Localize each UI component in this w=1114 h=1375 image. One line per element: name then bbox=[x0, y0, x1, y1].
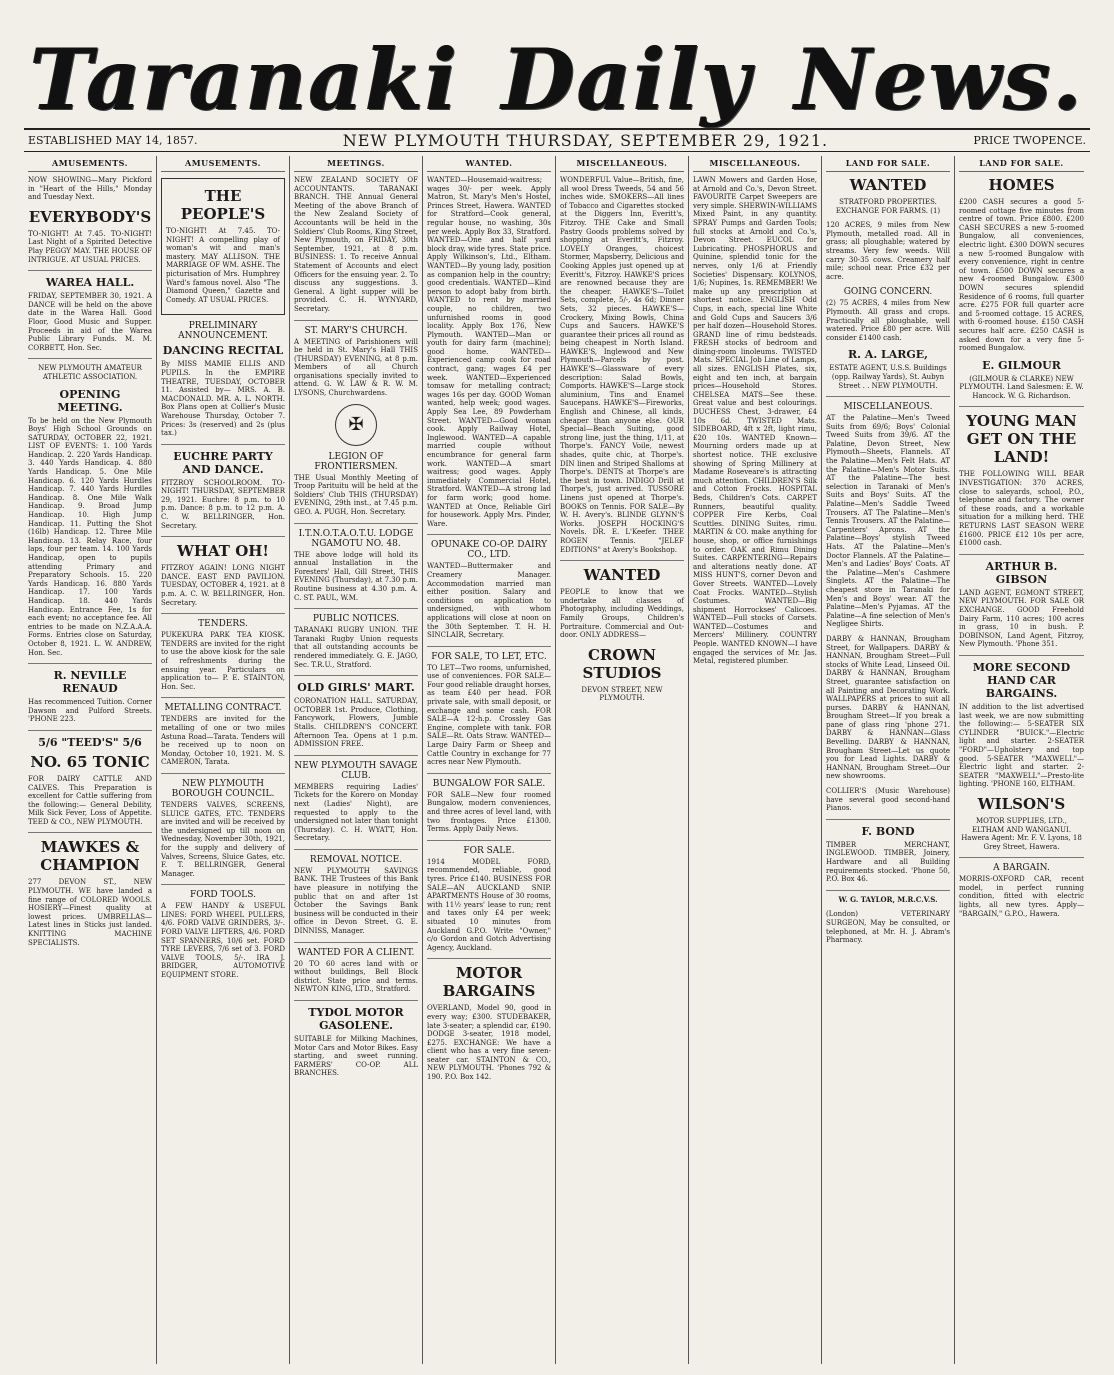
ad-text: ESTATE AGENT, U.S.S. Buildings (opp. Railway Yards), St. Aubyn Street . . NEW PLYMOUTH. bbox=[829, 364, 947, 390]
divider bbox=[959, 554, 1084, 555]
ad-title: WANTED bbox=[583, 566, 661, 585]
ad-text: 120 ACRES, 9 miles from New Plymouth, metalled road. All in grass; all ploughable; watered by streams. Very few weeds. Will carry 30-35 cows. Creamery half mile; school near. Price £32 per acre. bbox=[826, 221, 950, 281]
divider bbox=[28, 832, 152, 833]
ad-text: LAND AGENT, EGMONT STREET, NEW PLYMOUTH. FOR SALE OR EXCHANGE. GOOD Freehold Dairy Farm, 110 acres; 100 acres in grass, 10 in bush. P. DOBINSON, Land Agent, Fitzroy, New Plymouth. 'Phone 351. bbox=[959, 588, 1084, 649]
divider bbox=[161, 697, 285, 698]
ad-title: HOMES bbox=[988, 176, 1055, 194]
ad-title: EVERYBODY'S bbox=[28, 207, 152, 226]
ad-heading: ST. MARY'S CHURCH. bbox=[304, 325, 408, 336]
column-5 bbox=[556, 156, 689, 1364]
divider bbox=[28, 730, 152, 731]
divider bbox=[161, 773, 285, 774]
ad-heading: OPUNAKE CO-OP. DAIRY CO., LTD. bbox=[430, 540, 548, 561]
column-heading: AMUSEMENTS. bbox=[161, 158, 285, 172]
ad-text: LAWN Mowers and Garden Hose, at Arnold and Co.'s, Devon Street. FAVOURITE Carpet Sweepers are very simple. SHERWIN-WILLIAMS Mixed Paint, in any quantity. SPRAY Pumps and Garden Tools; full stocks at Arnold and Co.'s, Devon Street. EUCOL for Lubricating. PHOSPHORUS and Quinine, splendid tonic for the nerves, only 1/6 at Friendly Societies' Dispensary. KOLYNOS, 1/6; Nupines, 1s. REMEMBER! We make up any prescription at shortest notice. ENGLISH Odd Cups, in each, special line White and Gold Cups and Saucers 3/6 per half dozen—Household Stores. GRAND line of rimu bedsteads. FRESH stocks of bedroom and dining-room linoleums. TWISTED Mats. SPECIAL Job Line of Lamps, all sizes. ENGLISH Plates, six, eight and ten inch, at bargain prices—Household Stores. CHELSEA MATS—See these. Great value and best colourings. DUCHESS Chest, 3-drawer, £4 10s 6d. TWISTED Mats. SIDEBOARD, 4ft x 2ft, light rimu, £20 10s. WANTED Known—Mourning orders made up at shortest notice. THE exclusive showing of Spring Millinery at Madame Roseveare's is attracting much attention. CHILDREN'S Silk and Cotton Frocks. HOSPITAL Beds, Children's Cots. CARPET Runners, beautiful quality. COPPER Fire Kerbs, Coal Scuttles. DINING Suites, rimu. MARTIN & CO. make anything for house, shop, or office furnishings to order. OAK and Rimu Dining Suites. CARPENTERING—Repairs and alterations neatly done. AT MISS HUNT'S, corner Devon and Gover Streets. WANTED—Lovely Coat Frocks. WANTED—Stylish Costumes. WANTED—Big shipment Horrockses' Calicoes. WANTED—Full stocks of Corsets. WANTED—Costumes and Mercers' Millinery. COUNTRY People. WANTED KNOWN—I have engaged the services of Mr. Jas. Metal, registered plumber. bbox=[693, 176, 817, 666]
divider bbox=[427, 646, 551, 647]
column-heading: MEETINGS. bbox=[294, 158, 418, 172]
ad-title: ARTHUR B. GIBSON bbox=[985, 559, 1058, 586]
ad-title: OPENING MEETING. bbox=[57, 387, 123, 414]
ad-text: CORONATION HALL. SATURDAY, OCTOBER 1st. Produce, Clothing, Fancywork, Flowers, Jumble Stalls. CHILDREN'S CONCERT. Afternoon Tea. Opens at 1 p.m. ADMISSION FREE. bbox=[294, 697, 418, 749]
divider bbox=[560, 560, 684, 561]
ad-heading: GOING CONCERN. bbox=[843, 287, 933, 298]
ad-text: 277 DEVON ST., NEW PLYMOUTH. WE have landed a fine range of COLORED WOOLS. HOSIERY—Finest quality at lowest prices. UMBRELLAS—Latest lines in Sticks just landed. KNITTING MACHINE SPECIALISTS. bbox=[28, 878, 152, 947]
ad-text: TENDERS VALVES, SCREENS, SLUICE GATES, ETC. TENDERS are invited and will be received by the undersigned up till noon on Wednesday, November 30th, 1921, for the supply and delivery of Valves, Screens, Sluice Gates, etc. F. T. BELLRINGER, General Manager. bbox=[161, 800, 285, 878]
column-7 bbox=[822, 156, 955, 1364]
divider bbox=[294, 608, 418, 609]
divider bbox=[161, 884, 285, 885]
ad-text: OVERLAND, Model 90, good in every way; £300. STUDEBAKER, late 3-seater; a splendid car, £190. DODGE 3-seater, 1918 model, £275. EXCHANGE: We have a client who has a very fine seven-seater car. STAINTON & CO., NEW PLYMOUTH. 'Phones 792 & 190. P.O. Box 142. bbox=[427, 1004, 551, 1082]
newspaper-columns bbox=[24, 156, 1090, 1364]
divider bbox=[959, 655, 1084, 656]
divider bbox=[28, 358, 152, 359]
ad-text: (London) VETERINARY SURGEON, May be consulted, or telephoned, at Mr. H. J. Abram's Pharmacy. bbox=[826, 910, 950, 945]
ad-title: 5/6 "TEED'S" 5/6 bbox=[38, 735, 142, 749]
divider bbox=[294, 942, 418, 943]
divider bbox=[161, 444, 285, 445]
column-heading: AMUSEMENTS. bbox=[28, 158, 152, 172]
divider bbox=[161, 536, 285, 537]
ad-title: CROWN STUDIOS bbox=[582, 645, 662, 682]
ad-text: WANTED—Housemaid-waitress; wages 30/- per week. Apply Matron, St. Mary's Men's Hostel, Princes Street, Hawera. WANTED for Stratford—Cook general, regular house, no washing, 30s per week. Apply Box 33, Stratford. WANTED—One and half yard block dray, wide tyres. State price. Apply Wilkinson's, Ltd., Eltham. WANTED—By young lady, position as companion help in the country; good credentials. WANTED—Kind person to adopt baby from birth. WANTED to rent by married couple, no children, two unfurnished rooms in good locality. Apply Box 176, New Plymouth. WANTED—Man or youth for dairy farm (machine); good home. WANTED—Experienced camp cook for road contract, gang; wages £4 per week. WANTED—Experienced tomsaw for metalling contract; wages 16s per day. GOOD Woman wanted, help week; good wages. Apply Sea Lee, 89 Powderham Street. WANTED—Good woman cook. Apply Railway Hotel, Inglewood. WANTED—A capable married couple without encumbrance for general farm work. WANTED—A smart waitress; good wages. Apply immediately Commercial Hotel, Stratford. WANTED—A strong lad for farm work; good home. WANTED at Once, Reliable Girl for housework. Apply Mrs. Pinder, Ware. bbox=[427, 176, 551, 528]
ad-text: WONDERFUL Value—British, fine, all wool Dress Tweeds, 54 and 56 inches wide. SMOKERS—All lines of Tobacco and Cigarettes stocked at the Diggers Inn, Everitt's, Fitzroy. THE Cake and Small Pastry Goods problems solved by shopping at Everitt's, Fitzroy. LOVELY Oranges, choicest Stormer, Mapsberry, Delicious and Cooking Apples just opened up at Everitt's, Fitzroy. HAWKE'S prices are renowned because they are the cheaper. HAWKE'S—Toilet Sets, complete, 5/-, 4s 6d; Dinner Sets, 32 pieces. HAWKE'S—Crockery, Mixing Bowls, China Cups and Saucers. HAWKE'S guarantee their prices all round as being cheapest in North Island. HAWKE'S, Inglewood and New Plymouth—Parcels by post. HAWKE'S—Glassware of every description: Salad Bowls, Comports. HAWKE'S—Large stock aluminium, Tins and Enamel Saucepans. HAWKE'S—Fireworks, English and Chinese, all kinds, cheaper than anyone else. OUR Special—Beach Suiting, good strong line, just the thing, 1/11, at Thorpe's. FANCY Voile, newest shades, quite chic, at Thorpe's. DIN linen and Striped Shalloms at Thorpe's. DENTS at Thorpe's are the best in town. INDIGO Drill at Thorpe's, just arrived. TUSSORE Linens just opened at Thorpe's. BOOKS on Tennis. FOR SALE—By W. H. Avery's. BLINDE GLYNN'S Works. JOSEPH HOCKING'S Novels. DR. E. L'Keefer. THEE ROGEN Tennis. "JELEF EDITIONS" at Avery's Bookshop. bbox=[560, 176, 684, 554]
ad-text: TO LET—Two rooms, unfurnished, use of conveniences. FOR SALE—Four good reliable draught horses, as team £40 per head. FOR private sale, with small deposit, or exchange and some cash. FOR SALE—A 12-h.p. Crossley Gas Engine, complete with tank. FOR SALE—Rt. Oats Straw. WANTED—Large Dairy Farm or Sheep and Cattle Country in exchange for 77 acres near New Plymouth. bbox=[427, 663, 551, 767]
ad-title: EUCHRE PARTY AND DANCE. bbox=[173, 449, 273, 476]
ad-heading: METALLING CONTRACT. bbox=[164, 703, 282, 714]
ad-text: TO-NIGHT! At 7.45. TO-NIGHT! Last Night of a Spirited Detective Play PEGGY MAY. THE HOUSE OF INTRIGUE. AT USUAL PRICES. bbox=[28, 229, 152, 264]
dateline-bar bbox=[24, 128, 1090, 152]
masthead-word-taranaki: Taranaki bbox=[30, 30, 460, 129]
ad-title: MOTOR BARGAINS bbox=[442, 964, 536, 1001]
ad-text: FOR DAIRY CATTLE AND CALVES. This Preparation is excellent for Cattle suffering from the following:— General Debility, Milk Sick Fever, Loss of Appetite. TEED & CO., NEW PLYMOUTH. bbox=[28, 774, 152, 826]
ad-text: MEMBERS requiring Ladies' Tickets for the Korero on Monday next (Ladies' Night), are requested to apply to the undersigned not later than tonight (Thursday). C. H. WYATT, Hon. Secretary. bbox=[294, 782, 418, 843]
divider bbox=[161, 613, 285, 614]
masthead bbox=[30, 30, 1084, 129]
ad-title: YOUNG MAN GET ON THE LAND! bbox=[966, 412, 1077, 467]
ad-text: NEW ZEALAND SOCIETY OF ACCOUNTANTS. TARANAKI BRANCH. THE Annual General Meeting of the above Branch of the New Zealand Society of Accountants will be held in the Soldiers' Club Rooms, King Street, New Plymouth, on FRIDAY, 30th September, 1921, at 8 p.m. BUSINESS: 1. To receive Annual Statement of Accounts and elect Officers for the ensuing year. 2. To discuss any suggestions. 3. General. A light supper will be provided. C. H. WYNYARD, Secretary. bbox=[294, 176, 418, 313]
ad-title: WANTED bbox=[849, 176, 927, 194]
ad-text: FITZROY AGAIN! LONG NIGHT DANCE. EAST END PAVILION. TUESDAY, OCTOBER 4, 1921. at 8 p.m. A. C. W. BELLRINGER, Hon. Secretary. bbox=[161, 564, 285, 607]
ad-heading: WAREA HALL. bbox=[45, 276, 135, 290]
ad-text: (GILMOUR & CLARKE) NEW PLYMOUTH. Land Salesmen: E. W. Hancock. W. G. Richardson. bbox=[959, 374, 1084, 400]
ad-heading: A BARGAIN. bbox=[993, 863, 1050, 874]
ad-text: THE Usual Monthly Meeting of Troop Parituitu will be held at the Soldiers' Club THIS (THURSDAY) EVENING, 29th inst., at 7.45 p.m. GEO. A. PUGH, Hon. Secretary. bbox=[294, 473, 418, 517]
divider bbox=[959, 406, 1084, 407]
divider bbox=[28, 663, 152, 664]
ad-heading: NEW PLYMOUTH SAVAGE CLUB. bbox=[294, 760, 418, 781]
column-heading: LAND FOR SALE. bbox=[959, 158, 1084, 172]
masthead-word-news: News. bbox=[794, 30, 1084, 129]
ad-text: FOR SALE—New four roomed Bungalow, modern conveniences, and three acres of level land, with two frontages. Price £1300. Terms. Apply Daily News. bbox=[427, 790, 551, 834]
price: PRICE TWOPENCE. bbox=[973, 134, 1086, 147]
divider bbox=[826, 819, 950, 820]
ad-text: 20 TO 60 acres land with or without buildings, Bell Block district. State price and terms. NEWTON KING, LTD., Stratford. bbox=[294, 959, 418, 994]
ad-text: THE FOLLOWING WILL BEAR INVESTIGATION: 370 ACRES, close to saleyards, school, P.O., telephone and factory. The owner of these roads, and a workable situation for a milking herd. THE RETURNS LAST SEASON WERE £1600. PRICE £12 10s per acre, £1000 cash. bbox=[959, 470, 1084, 548]
ad-text: FITZROY SCHOOLROOM. TO-NIGHT! THURSDAY, SEPTEMBER 29, 1921. Euchre: 8 p.m. to 10 p.m. Dance: 8 p.m. to 12 p.m. A. C. W. BELLRINGER, Hon. Secretary. bbox=[161, 478, 285, 530]
ad-text: By MISS MAMIE ELLIS AND PUPILS. In the EMPIRE THEATRE, TUESDAY, OCTOBER 11. Assisted by— MRS. A. B. MACDONALD. MR. A. L. NORTH. Box Plans open at Collier's Music Warehouse Thursday, October 7. Prices: 3s (reserved) and 2s (plus tax.) bbox=[161, 360, 285, 438]
ad-title: WILSON'S bbox=[977, 794, 1066, 813]
ad-text: MOTOR SUPPLIES, LTD., ELTHAM AND WANGANUI. Hawera Agent: Mr. F. V. Lyons, 18 Grey Street, Hawera. bbox=[961, 816, 1082, 851]
ad-title: E. GILMOUR bbox=[982, 358, 1061, 372]
ad-heading: WANTED FOR A CLIENT. bbox=[297, 947, 415, 958]
divider bbox=[294, 523, 418, 524]
ad-heading: BUNGALOW FOR SALE. bbox=[432, 778, 546, 789]
divider bbox=[294, 755, 418, 756]
divider bbox=[427, 773, 551, 774]
ad-title: TYDOL MOTOR GASOLENE. bbox=[308, 1006, 404, 1032]
ad-text: To be held on the New Plymouth Boys' High School Grounds on SATURDAY, OCTOBER 22, 1921. LIST OF EVENTS: 1. 100 Yards Handicap. 2. 220 Yards Handicap. 3. 440 Yards Handicap. 4. 880 Yards Handicap. 5. One Mile Handicap. 6. 120 Yards Hurdles Handicap. 7. 440 Yards Hurdles Handicap. 8. One Mile Walk Handicap. 9. Broad Jump Handicap. 10. High Jump Handicap. 11. Putting the Shot (16lb) Handicap. 12. Three Mile Handicap. 13. Relay Race, four laps, four per team. 14. 100 Yards Handicap, open to pupils attending Primary and Preparatory Schools. 15. 220 Yards Handicap. 16. 880 Yards Handicap. 17. 100 Yards Handicap. 18. 440 Yards Handicap. Entrance Fee, 1s for each event; no acceptance fee. All entries to be made on N.Z.A.A.A. Forms. Entries close on Saturday, October 8, 1921. L. W. ANDREW, Hon. Sec. bbox=[28, 416, 152, 657]
divider bbox=[294, 1000, 418, 1001]
ad-text: (2) 75 ACRES, 4 miles from New Plymouth. All grass and crops. Practically all ploughable, well watered. Price £80 per acre. Will consider £1400 cash. bbox=[826, 299, 950, 342]
ad-heading: NEW PLYMOUTH AMATEUR ATHLETIC ASSOCIATION. bbox=[38, 364, 142, 381]
ad-text: WANTED—Buttermaker and Creamery Manager. Accommodation married man either position. Salary and conditions on application to undersigned, with whom applications will close at noon on the 30th September. T. H. H. SINCLAIR, Secretary. bbox=[427, 562, 551, 640]
ad-text: PUKEKURA PARK TEA KIOSK. TENDERS are invited for the right to use the above kiosk for the sale of refreshments during the ensuing year. Particulars on application to— P. E. STAINTON, Hon. Sec. bbox=[161, 631, 285, 691]
ad-title: MAWKES & CHAMPION bbox=[40, 838, 140, 875]
ad-title: THE PEOPLE'S bbox=[180, 187, 266, 223]
masthead-word-daily: Daily bbox=[502, 30, 753, 129]
ad-title: WHAT OH! bbox=[176, 542, 270, 561]
ad-heading: PRELIMINARY ANNOUNCEMENT. bbox=[178, 321, 268, 342]
divider bbox=[427, 534, 551, 535]
ad-heading: MISCELLANEOUS. bbox=[843, 402, 933, 413]
ad-title: NO. 65 TONIC bbox=[30, 752, 150, 771]
ad-text: COLLIER'S (Music Warehouse) have several good second-hand Pianos. bbox=[826, 787, 950, 813]
ad-text: DARBY & HANNAN, Brougham Street, for Wallpapers. DARBY & HANNAN, Brougham Street—Full stocks of White Lead, Linseed Oil. DARBY & HANNAN, Brougham Street, guarantee satisfaction on all Painting and Decorating Work. WALLPAPERS at prices to suit all purses. DARBY & HANNAN, Brougham Street—If you break a pane of glass ring 'phone 271. DARBY & HANNAN—Glass Bevelling. DARBY & HANNAN, Brougham Street—Let us quote you for Lead Lights. DARBY & HANNAN, Brougham Street—Our new showrooms. bbox=[826, 634, 950, 781]
column-1 bbox=[24, 156, 157, 1364]
ad-text: TO-NIGHT! At 7.45. TO-NIGHT! A compelling play of woman's wit and man's mastery. MAY ALLISON. THE MARRIAGE OF WM. ASHE. The picturisation of Mrs. Humphrey Ward's famous novel. Also "The Diamond Queen," Gazette and Comedy. AT USUAL PRICES. bbox=[166, 227, 280, 304]
ad-text: TIMBER MERCHANT, INGLEWOOD. TIMBER, Joinery, Hardware and all Building requirements stocked. 'Phone 50, P.O. Box 46. bbox=[826, 840, 950, 884]
ad-text: TENDERS are invited for the metalling of one or two miles Astuna Road—Tarata. Tenders will be received up to noon on Monday, October 10, 1921. M. S. CAMERON, Tarata. bbox=[161, 715, 285, 767]
column-8 bbox=[955, 156, 1088, 1364]
divider bbox=[294, 320, 418, 321]
ad-text: 1914 MODEL FORD, recommended, reliable, good tyres. Price £140. BUSINESS FOR SALE—AN AUCKLAND SNIP. APARTMENTS House of 30 rooms, with 11½ years' lease to run; rent and taxes only £4 per week; situated 10 minutes from Auckland G.P.O. Write "Owner," c/o Gordon and Gotch Advertising Agency, Auckland. bbox=[427, 857, 551, 952]
ad-heading: FORD TOOLS. bbox=[190, 890, 256, 901]
ad-text: IN addition to the list advertised last week, we are now submitting the following:— 5-SEATER SIX CYLINDER "BUICK."—Electric light and starter. 2-SEATER "FORD"—Upholstery and top good. 5-SEATER "MAXWELL"—Electric light and starter. 2-SEATER "MAXWELL"—Presto-lite lighting. 'PHONE 160, ELTHAM. bbox=[959, 702, 1084, 789]
divider bbox=[294, 849, 418, 850]
divider bbox=[826, 890, 950, 891]
dateline: NEW PLYMOUTH THURSDAY, SEPTEMBER 29, 1921. bbox=[342, 131, 829, 150]
ad-text: STRATFORD PROPERTIES. EXCHANGE FOR FARMS. (1) bbox=[835, 198, 941, 215]
ad-heading: FOR SALE, TO LET, ETC. bbox=[431, 651, 547, 662]
ad-title: R. A. LARGE, bbox=[847, 348, 928, 362]
column-heading: LAND FOR SALE. bbox=[826, 158, 950, 172]
ad-title: OLD GIRLS' MART. bbox=[297, 681, 415, 695]
ad-text: NEW PLYMOUTH SAVINGS BANK. THE Trustees of this Bank have pleasure in notifying the public that on and after 1st October the Savings Bank business will be conducted in their office in Devon Street. G. E. DINNISS, Manager. bbox=[294, 866, 418, 936]
ad-text: £200 CASH secures a good 5-roomed cottage five minutes from centre of town. Price £800. £200 CASH SECURES a new 5-roomed Bungalow, all conveniences, electric light. £300 DOWN secures a new 5-roomed Bungalow with every convenience, right in centre of town. £500 DOWN secures a new 4-roomed Bungalow. £300 DOWN secures splendid Residence of 6 rooms, full quarter acre. £275 FOR full quarter acre and 5-roomed cottage. 15 ACRES, with 6-roomed house. £150 CASH secures half acre. £250 CASH is asked down for a very fine 5-roomed Bungalow. bbox=[959, 198, 1084, 353]
ad-title: MORE SECOND HAND CAR BARGAINS. bbox=[972, 660, 1071, 700]
ad-text: FRIDAY, SEPTEMBER 30, 1921. A DANCE will be held on the above date in the Warea Hall. Good Floor, Good Music and Supper. Proceeds in aid of the Warea Public Library Funds. M. M. CORBETT, Hon. Sec. bbox=[28, 292, 152, 352]
ad-title: DANCING RECITAL bbox=[162, 344, 284, 358]
column-2 bbox=[157, 156, 290, 1364]
ad-heading: TENDERS. bbox=[198, 619, 248, 630]
boxed-ad bbox=[161, 178, 285, 315]
lodge-emblem-icon: ✠ bbox=[335, 404, 377, 446]
established-date: ESTABLISHED MAY 14, 1857. bbox=[28, 134, 198, 147]
ad-text: SUITABLE for Milking Machines, Motor Cars and Motor Bikes. Easy starting, and sweet running. FARMERS' CO-OP. ALL BRANCHES. bbox=[294, 1035, 418, 1078]
divider bbox=[427, 958, 551, 959]
ad-title: F. BOND bbox=[861, 824, 915, 838]
divider bbox=[826, 396, 950, 397]
column-heading: WANTED. bbox=[427, 158, 551, 172]
ad-text: AT the Palatine—Men's Tweed Suits from 69/6; Boys' Colonial Tweed Suits from 39/6. AT the Palatine, Devon Street, New Plymouth—Sheets, Flannels. AT the Palatine—Men's Felt Hats. AT the Palatine—Men's Motor Suits. AT the Palatine—The best selection in Taranaki of Men's Suits and Boys' Suits. AT the Palatine—Men's Saddle Tweed Trousers. AT The Palatine—Men's Tennis Trousers. AT the Palatine—Carpenters' Aprons. AT the Palatine—Boys' stylish Tweed Hats. AT the Palatine—Men's Doctor Flannels. AT the Palatine—Men's and Ladies' Boys' Coats. AT the Palatine—Men's Cashmere Singlets. AT the Palatine—The cheapest store in Taranaki for Men's and Boys' wear. AT the Palatine—Men's Pyjamas. AT the Palatine—A fine selection of Men's Negligee Shirts. bbox=[826, 414, 950, 629]
divider bbox=[427, 840, 551, 841]
ad-text: A MEETING of Parishioners will be held in St. Mary's Hall THIS (THURSDAY) EVENING, at 8 p.m. Members of all Church organisations specially invited to attend. G. W. LAW & R. W. M. LYSONS, Churchwardens. bbox=[294, 337, 418, 398]
column-heading: MISCELLANEOUS. bbox=[693, 158, 817, 172]
ad-text: MORRIS-OXFORD CAR, recent model, in perfect running condition, fitted with electric lights, all new tyres. Apply— "BARGAIN," G.P.O., Hawera. bbox=[959, 875, 1084, 918]
ad-heading: FOR SALE. bbox=[463, 845, 515, 856]
ad-text: PEOPLE to know that we undertake all classes of Photography, including Weddings, Family Groups, Children's Portraiture. Commercial and Out-door. ONLY ADDRESS— bbox=[560, 588, 684, 640]
ad-heading: I.T.N.O.T.A.O.T.U. LODGE NGAMOTU NO. 48. bbox=[298, 528, 414, 549]
ad-text: DEVON STREET, NEW PLYMOUTH. bbox=[581, 685, 663, 703]
ad-text: TARANAKI RUGBY UNION. THE Taranaki Rugby Union requests that all outstanding accounts be rendered immediately. G. E. JAGO, Sec. T.R.U., Stratford. bbox=[294, 626, 418, 669]
ad-title: R. NEVILLE RENAUD bbox=[53, 669, 127, 696]
column-4 bbox=[423, 156, 556, 1364]
ad-title: W. G. TAYLOR, M.R.C.V.S. bbox=[838, 894, 938, 904]
ad-text: THE above lodge will hold its annual Installation in the Foresters' Hall, Gill Street, THIS EVENING (Thursday), at 7.30 p.m. Routine business at 4.30 p.m. A. C. ST. PAUL, W.M. bbox=[294, 550, 418, 602]
ad-heading: REMOVAL NOTICE. bbox=[309, 854, 403, 865]
column-6 bbox=[689, 156, 822, 1364]
divider bbox=[28, 270, 152, 271]
column-heading: MISCELLANEOUS. bbox=[560, 158, 684, 172]
ad-heading: LEGION OF FRONTIERSMEN. bbox=[314, 451, 398, 472]
ad-text: NOW SHOWING—Mary Pickford in "Heart of the Hills," Monday and Tuesday Next. bbox=[28, 176, 152, 202]
divider bbox=[959, 857, 1084, 858]
ad-heading: PUBLIC NOTICES. bbox=[312, 614, 400, 625]
divider bbox=[294, 675, 418, 676]
column-3 bbox=[290, 156, 423, 1364]
ad-text: Has recommenced Tuition. Corner Dawson and Pulford Streets. 'PHONE 223. bbox=[28, 698, 152, 724]
ad-heading: NEW PLYMOUTH BOROUGH COUNCIL. bbox=[171, 778, 275, 799]
ad-text: A FEW HANDY & USEFUL LINES: FORD WHEEL PULLERS, 4/6. FORD VALVE GRINDERS, 3/-. FORD VALVE LIFTERS, 4/6. FORD SET SPANNERS, 10/6 set. FORD TYRE LEVERS, 7/6 set of 3. FORD VALVE TOOLS, 5/-. IRA J. BRIDGER, AUTOMOTIVE EQUIPMENT STORE. bbox=[161, 902, 285, 980]
